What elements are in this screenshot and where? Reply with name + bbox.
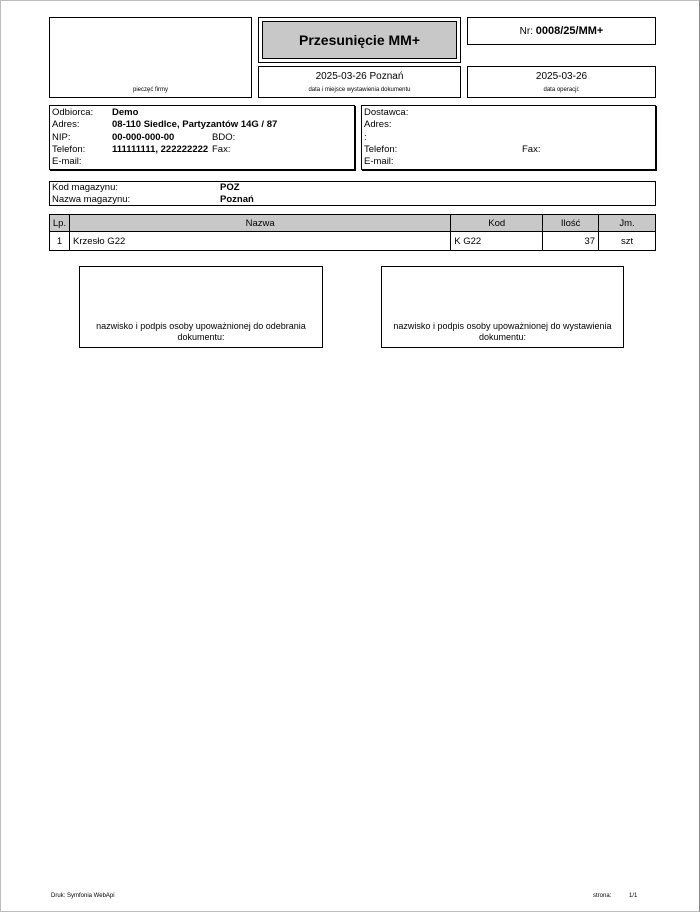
document-number-box <box>467 17 656 45</box>
col-unit: Jm. <box>599 215 656 232</box>
warehouse-name: Poznań <box>220 194 254 205</box>
warehouse-code: POZ <box>220 182 240 193</box>
row-code: K G22 <box>451 232 543 251</box>
col-qty: Ilość <box>543 215 599 232</box>
document-title: Przesunięcie MM+ <box>262 21 457 59</box>
issuer-signature-caption: nazwisko i podpis osoby upoważnionej do wystawienia dokumentu: <box>393 321 612 342</box>
recipient-label: Odbiorca: <box>52 107 94 118</box>
table-row <box>50 232 656 251</box>
recipient-bdo-label: BDO: <box>212 132 236 143</box>
recipient-phone: 111111111, 222222222 <box>112 144 209 155</box>
operation-date-box <box>467 66 656 98</box>
recipient-nip-label: NIP: <box>52 132 71 143</box>
recipient-fax-label: Fax: <box>212 144 231 155</box>
company-stamp-box <box>49 17 252 98</box>
recipient-nip: 00-000-000-00 <box>112 132 175 143</box>
document-title-box <box>258 17 461 63</box>
document-number: 0008/25/MM+ <box>535 25 604 37</box>
recipient-block <box>49 105 355 170</box>
supplier-label: Dostawca: <box>364 107 409 118</box>
col-name: Nazwa <box>69 215 450 232</box>
footer-page-value: 1/1 <box>629 893 638 899</box>
issue-caption: data i miejsce wystawienia dokumentu <box>308 87 411 93</box>
supplier-colon: : <box>364 132 367 143</box>
receiver-signature-box <box>79 266 323 348</box>
warehouse-name-label: Nazwa magazynu: <box>52 194 131 205</box>
recipient-email-label: E-mail: <box>52 156 82 167</box>
items-table <box>49 214 656 251</box>
number-prefix: Nr: <box>519 25 533 37</box>
warehouse-block <box>49 181 656 206</box>
supplier-phone-label: Telefon: <box>364 144 398 155</box>
stamp-caption: pieczęć firmy <box>132 87 168 93</box>
recipient-address: 08-110 Siedlce, Partyzantów 14G / 87 <box>112 119 278 130</box>
operation-date: 2025-03-26 <box>535 71 588 82</box>
supplier-email-label: E-mail: <box>364 156 394 167</box>
footer-print-label: Druk: Symfonia WebApi <box>51 893 115 899</box>
row-lp: 1 <box>50 232 70 251</box>
issuer-signature-box <box>381 266 624 348</box>
row-unit: szt <box>599 232 656 251</box>
supplier-fax-label: Fax: <box>522 144 541 155</box>
recipient-name: Demo <box>112 107 139 118</box>
warehouse-code-label: Kod magazynu: <box>52 182 119 193</box>
supplier-block <box>361 105 656 170</box>
table-header-row <box>50 215 656 232</box>
row-qty: 37 <box>543 232 599 251</box>
receiver-signature-caption: nazwisko i podpis osoby upoważnionej do odebrania dokumentu: <box>96 321 306 342</box>
col-lp: Lp. <box>50 215 70 232</box>
row-name: Krzesło G22 <box>69 232 450 251</box>
recipient-phone-label: Telefon: <box>52 144 86 155</box>
footer-page-label: strona: <box>593 893 612 899</box>
supplier-address-label: Adres: <box>364 119 392 130</box>
issue-date-box <box>258 66 461 98</box>
issue-date-place: 2025-03-26 Poznań <box>315 71 404 82</box>
col-code: Kod <box>451 215 543 232</box>
operation-caption: data operacji: <box>543 87 580 93</box>
recipient-address-label: Adres: <box>52 119 80 130</box>
